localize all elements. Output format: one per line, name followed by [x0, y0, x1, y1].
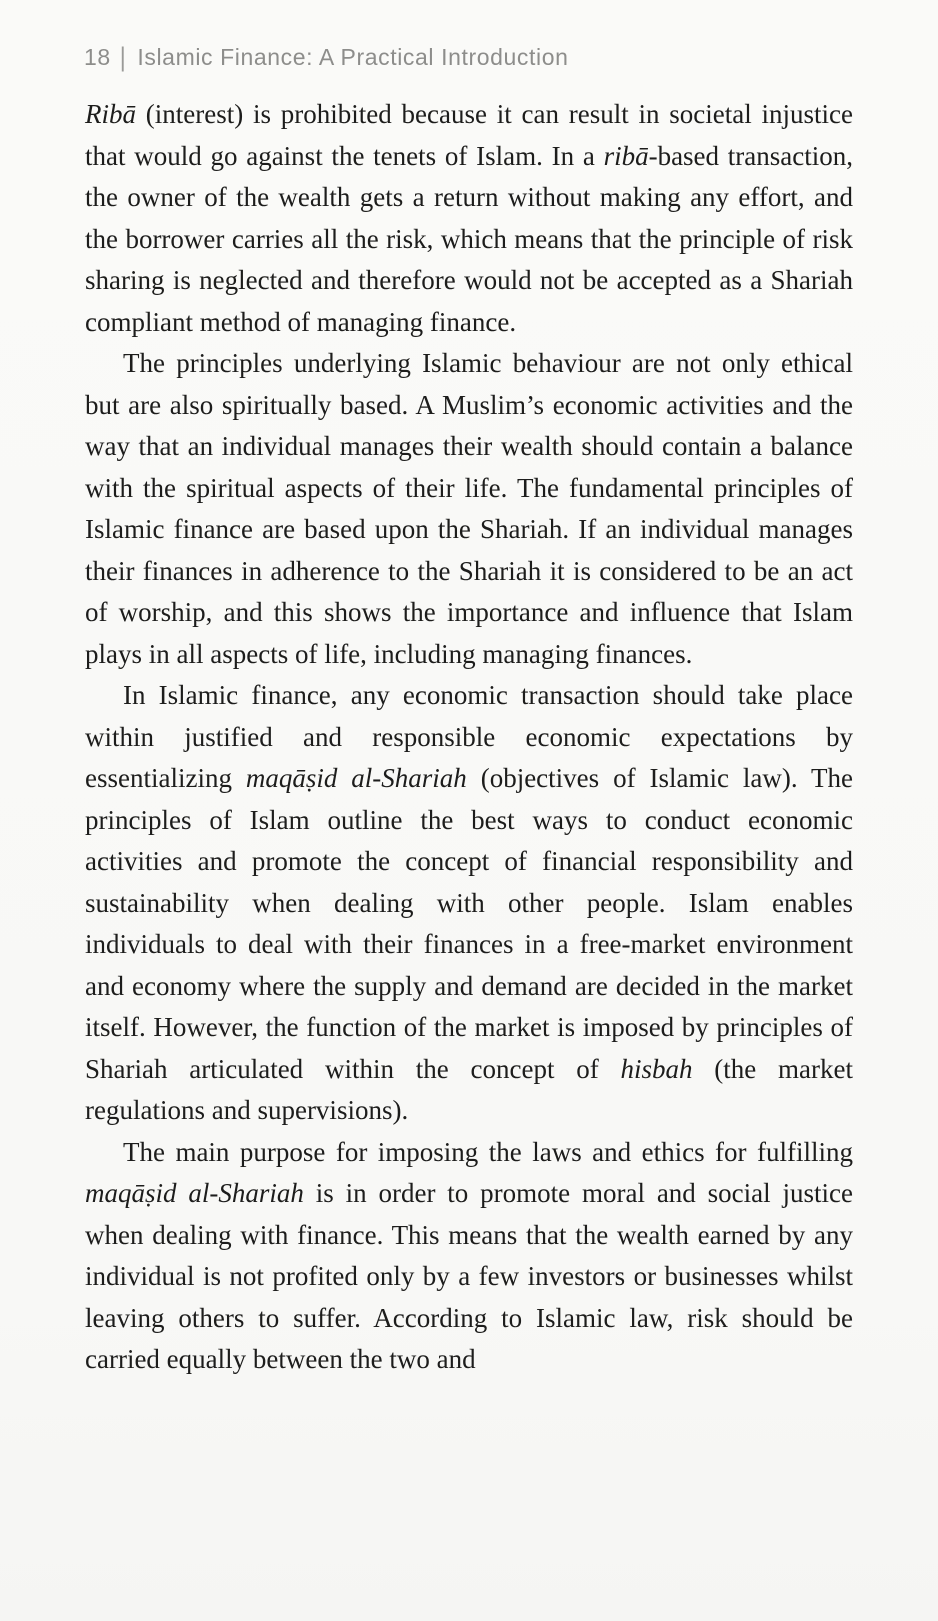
book-title: Islamic Finance: A Practical Introduction [137, 44, 569, 70]
paragraph [85, 675, 853, 1132]
text-run: is in order to promote moral and social justice when dealing with finance. This means that the wealth earned by any individual is not profited only by a few investors or businesses whilst leaving others to suffer. According to Islamic law, risk should be carried equally between the two and [85, 1178, 853, 1374]
page-body [85, 94, 853, 1381]
paragraph [85, 1132, 853, 1381]
italic-term: Ribā [85, 99, 136, 129]
header-separator: | [119, 41, 127, 72]
text-run: (objectives of Islamic law). The principles of Islam outline the best ways to conduct economic activities and promote the concept of financial responsibility and sustainability when dealing with other people. Islam enables individuals to deal with their finances in a free-market environment and economy where the supply and demand are decided in the market itself. However, the function of the market is imposed by principles of Shariah articulated within the concept of [85, 763, 853, 1084]
paragraph [85, 94, 853, 343]
italic-term: ribā [603, 140, 649, 171]
italic-term: hisbah [620, 1053, 693, 1084]
text-run: (the market regulations and supervisions). [85, 1053, 853, 1125]
text-run: In Islamic finance, any economic transaction should take place within justified and responsible economic expectations by essentializing [85, 680, 853, 793]
text-run: -based transaction, the owner of the wealth gets a return without making any effort, and the borrower carries all the risk, which means that the principle of risk sharing is neglected and therefore would not be accepted as a Shariah compliant method of managing finance. [85, 140, 853, 337]
italic-term: maqāṣid al-Shariah [85, 1178, 304, 1208]
text-run: The principles underlying Islamic behaviour are not only ethical but are also spiritually based. A Muslim’s economic activities and the way that an individual manages their wealth should contain a balance with the spiritual aspects of their life. The fundamental principles of Islamic finance are based upon the Shariah. If an individual manages their finances in adherence to the Shariah it is considered to be an act of worship, and this shows the importance and influence that Islam plays in all aspects of life, including managing finances. [85, 348, 853, 669]
page-header [84, 41, 569, 72]
italic-term: maqāṣid al-Shariah [245, 763, 467, 793]
page-number: 18 [84, 44, 111, 70]
text-run: (interest) is prohibited because it can result in societal injustice that would go against the tenets of Islam. In a [85, 99, 853, 171]
paragraph [85, 343, 853, 675]
text-run: The main purpose for imposing the laws and ethics for fulfilling [123, 1136, 853, 1167]
